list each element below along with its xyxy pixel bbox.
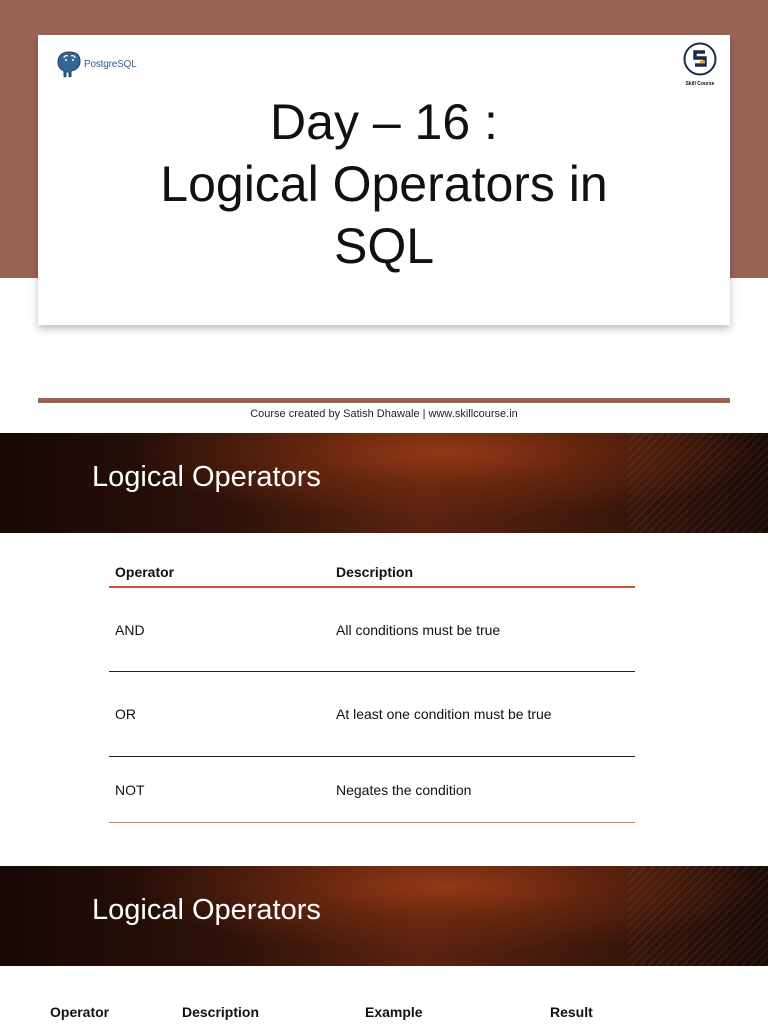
page-title [38, 91, 730, 277]
table-row [109, 671, 635, 756]
divider-bar [38, 398, 730, 403]
table-header-row [109, 556, 635, 587]
section-banner [0, 433, 768, 533]
column-header-description: Description [182, 1004, 260, 1020]
title-line: Logical Operators in [160, 156, 608, 212]
skill-course-logo [682, 42, 718, 87]
section-banner [0, 866, 768, 966]
operator-cell: OR [109, 671, 330, 756]
operators-table [109, 556, 635, 823]
skill-course-logo-text: Skill Course [685, 81, 715, 87]
column-header-description: Description [330, 556, 635, 587]
operator-cell: AND [109, 587, 330, 671]
column-header-example: Example [365, 1004, 423, 1020]
operator-cell: NOT [109, 756, 330, 822]
postgresql-logo-text: PostgreSQL [84, 58, 137, 70]
description-cell: All conditions must be true [330, 587, 635, 671]
table-row [109, 587, 635, 671]
description-cell: At least one condition must be true [330, 671, 635, 756]
column-header-result: Result [550, 1004, 593, 1020]
title-card [38, 35, 730, 325]
table-row [109, 756, 635, 822]
elephant-icon [56, 50, 82, 78]
course-credit: Course created by Satish Dhawale | www.skillcourse.in [250, 408, 518, 420]
description-cell: Negates the condition [330, 756, 635, 822]
title-line: Day – 16 : [270, 94, 498, 150]
column-header-operator: Operator [109, 556, 330, 587]
title-line: SQL [333, 218, 435, 274]
section-title: Logical Operators [92, 894, 321, 926]
column-header-operator: Operator [50, 1004, 110, 1020]
postgresql-logo [56, 50, 137, 78]
skill-course-emblem-icon [683, 42, 717, 76]
section-title: Logical Operators [92, 461, 321, 493]
